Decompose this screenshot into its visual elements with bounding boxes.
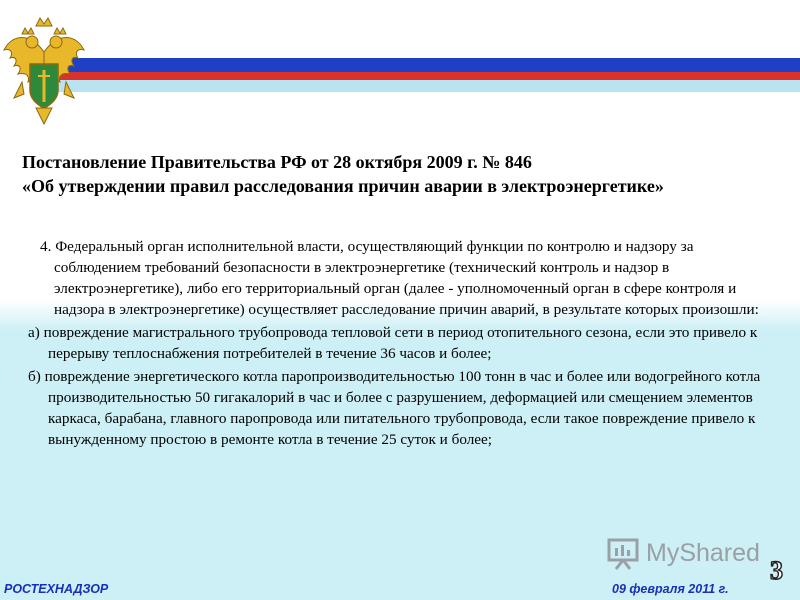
paragraph-4: 4. Федеральный орган исполнительной власти, осуществляющий функции по контролю и надзору за соблюдением требований безопасности в электроэнергетике (технический контроль и надзор в электроэнергетике), либо его территориальный орган (далее - уполномоченный орган в сфере контроля и надзора в электроэнергетике) осуществляет расследование причин аварий, в результате которых произошли:	[40, 238, 759, 318]
footer-organization: РОСТЕХНАДЗОР	[4, 582, 109, 596]
document-title	[22, 150, 782, 198]
header-stripes	[50, 50, 800, 92]
footer-date: 09 февраля 2011 г.	[612, 582, 729, 596]
title-line-2: «Об утверждении правил расследования причин аварии в электроэнергетике»	[22, 176, 664, 196]
slide-number: 3	[770, 556, 783, 585]
paragraph-a: а) повреждение магистрального трубопровода тепловой сети в период отопительного сезона, если это привело к перерыву теплоснабжения потребителей в течение 36 часов и более;	[28, 324, 758, 362]
stripe-blue	[50, 58, 800, 72]
paragraph-b: б) повреждение энергетического котла паропроизводительностью 100 тонн в час и более или водогрейного котла производительностью 50 гигакалорий в час и более с разрушением, деформацией или смещением элементов каркаса, барабана, главного паропровода или питательного трубопровода, если такое повреждение привело к вынужденному простою в ремонте котла в течение 25 суток и более;	[28, 368, 761, 448]
title-line-1: Постановление Правительства РФ от 28 октября 2009 г. № 846	[22, 152, 532, 172]
stripe-white	[50, 50, 800, 58]
myshared-label: MyShared	[646, 539, 760, 567]
double-headed-eagle-emblem	[0, 12, 88, 130]
document-body	[28, 236, 768, 452]
myshared-watermark	[606, 536, 768, 570]
stripe-light-blue	[50, 80, 800, 92]
presentation-board-icon	[606, 536, 642, 570]
stripe-red	[50, 72, 800, 80]
